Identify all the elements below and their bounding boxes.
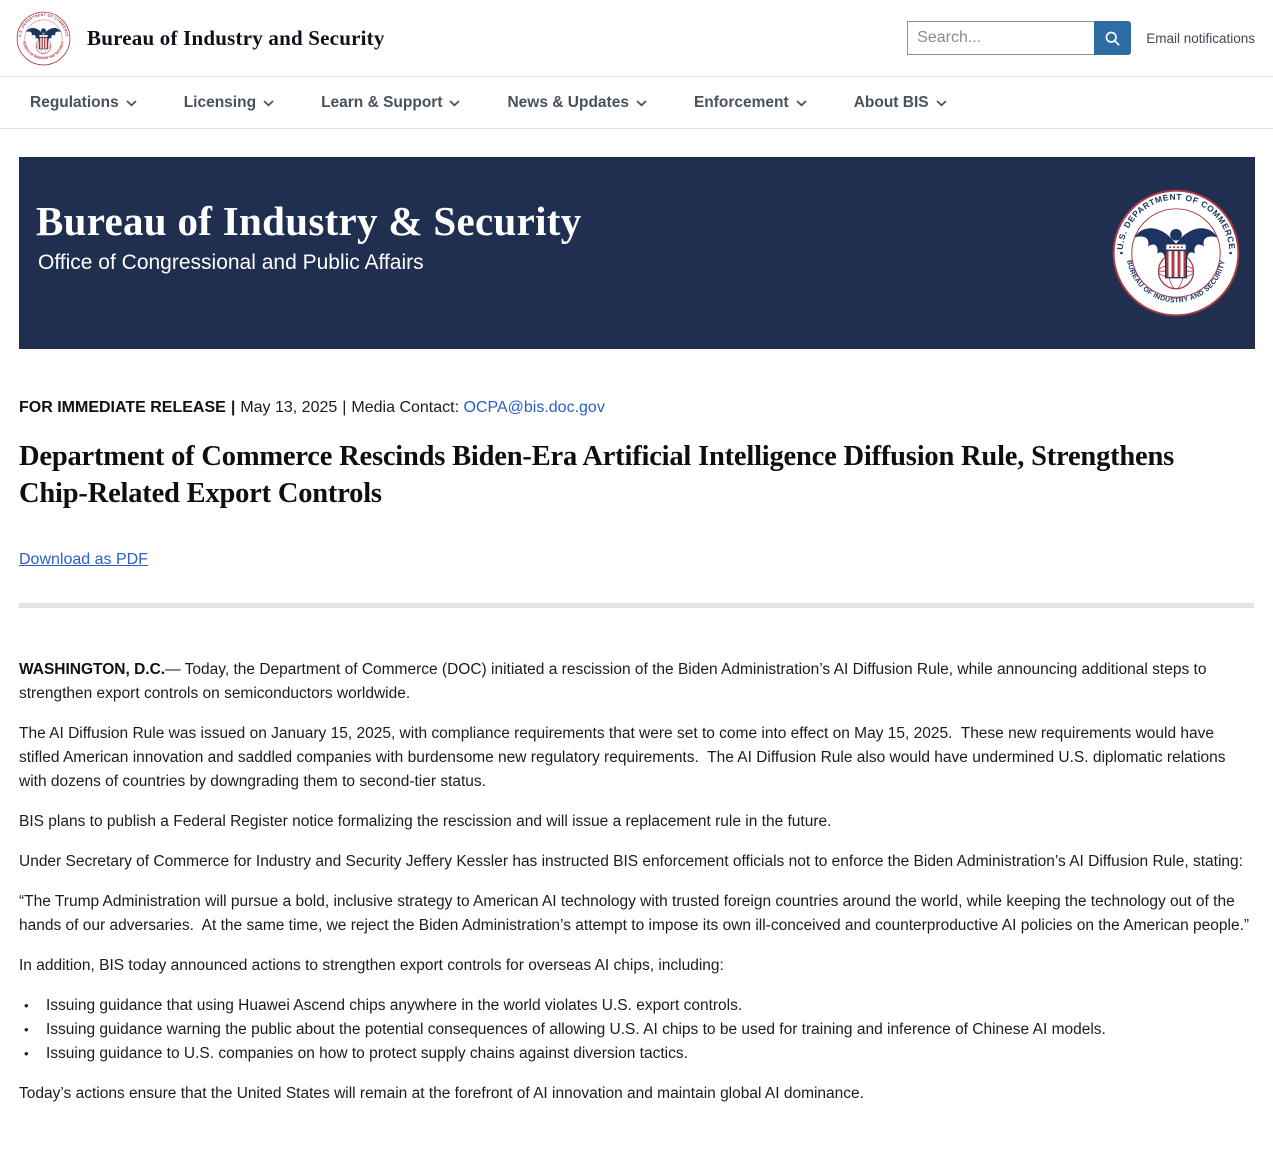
- header-utilities: [907, 21, 1255, 55]
- chevron-down-icon: [126, 100, 137, 107]
- hero-subtitle: Office of Congressional and Public Affairs: [38, 251, 424, 275]
- seal-top-text: U.S. DEPARTMENT OF COMMERCE: [17, 12, 70, 37]
- chevron-down-icon: [936, 100, 947, 107]
- nav-item-label: Enforcement: [693, 93, 789, 111]
- separator: |: [342, 399, 347, 416]
- bis-seal-icon: [1111, 188, 1241, 318]
- search-input[interactable]: [907, 21, 1094, 55]
- separator: |: [230, 399, 236, 416]
- paragraph: Under Secretary of Commerce for Industry and Security Jeffery Kessler has instructed BIS enforcement officials not to enforce the Biden Administration’s AI Diffusion Rule, stating:: [19, 853, 1243, 870]
- chevron-down-icon: [796, 100, 807, 107]
- search-bar: [907, 21, 1131, 55]
- list-item: • Issuing guidance to U.S. companies on how to protect supply chains against diversion tactics.: [19, 1042, 1254, 1066]
- chevron-down-icon: [449, 100, 460, 107]
- media-contact-label: Media Contact:: [351, 399, 460, 416]
- nav-item-label: About BIS: [853, 93, 929, 111]
- seal-top-text: U.S. DEPARTMENT OF COMMERCE: [1114, 191, 1238, 251]
- dateline: WASHINGTON, D.C.: [19, 661, 166, 678]
- media-contact-email-link[interactable]: OCPA@bis.doc.gov: [463, 399, 605, 416]
- nav-item-news-updates[interactable]: [507, 94, 646, 112]
- paragraph: In addition, BIS today announced actions to strengthen export controls for overseas AI chips, including:: [19, 957, 724, 974]
- paragraph: BIS plans to publish a Federal Register notice formalizing the rescission and will issue a replacement rule in the future.: [19, 813, 832, 830]
- download-pdf-link[interactable]: Download as PDF: [19, 551, 148, 568]
- header-branding: [16, 11, 385, 66]
- quote-paragraph: “The Trump Administration will pursue a bold, inclusive strategy to American AI technology with trusted foreign countries around the world, while keeping the technology out of the hands of our adversaries. At the same time, we reject the Biden Administration’s attempt to impose its own ill-conceived and counterproductive AI policies on the American people.”: [19, 893, 1250, 934]
- press-release-content: [0, 399, 1273, 1106]
- actions-bullet-list: [19, 994, 1254, 1066]
- nav-item-label: News & Updates: [507, 93, 629, 111]
- nav-item-label: Regulations: [30, 93, 119, 111]
- release-label: FOR IMMEDIATE RELEASE: [19, 399, 226, 416]
- chevron-down-icon: [636, 100, 647, 107]
- section-divider: [19, 603, 1254, 608]
- seal-bottom-text: BUREAU OF INDUSTRY AND SECURITY: [21, 40, 66, 60]
- nav-item-regulations[interactable]: [30, 94, 137, 112]
- site-header: [0, 0, 1273, 76]
- search-button[interactable]: [1094, 21, 1131, 55]
- chevron-down-icon: [263, 100, 274, 107]
- nav-item-learn-support[interactable]: [321, 94, 460, 112]
- hero-text: [36, 199, 582, 275]
- nav-item-about-bis[interactable]: [854, 94, 947, 112]
- primary-nav: [0, 76, 1273, 129]
- nav-item-label: Learn & Support: [321, 93, 443, 111]
- hero-title: Bureau of Industry & Security: [36, 197, 582, 244]
- list-item: • Issuing guidance warning the public about the potential consequences of allowing U.S. AI chips to be used for training and inference of Chinese AI models.: [19, 1018, 1254, 1042]
- site-title: Bureau of Industry and Security: [87, 25, 385, 50]
- seal-bottom-text: BUREAU OF INDUSTRY AND SECURITY: [1125, 259, 1227, 305]
- search-icon: [1104, 30, 1121, 47]
- bis-logo-seal-icon[interactable]: [16, 11, 71, 66]
- closing-paragraph: Today’s actions ensure that the United States will remain at the forefront of AI innovation and maintain global AI dominance.: [19, 1085, 864, 1102]
- hero-banner: [19, 157, 1255, 349]
- paragraph: The AI Diffusion Rule was issued on January 15, 2025, with compliance requirements that were set to come into effect on May 15, 2025. These new requirements would have stifled American innovation and saddled companies with burdensome new regulatory requirements. The AI Diffusion Rule also would have undermined U.S. diplomatic relations with dozens of countries by downgrading them to second-tier status.: [19, 725, 1226, 790]
- article-body: [19, 658, 1254, 1106]
- nav-item-label: Licensing: [183, 93, 257, 111]
- list-item: • Issuing guidance that using Huawei Ascend chips anywhere in the world violates U.S. export controls.: [19, 994, 1254, 1018]
- nav-item-licensing[interactable]: [184, 94, 274, 112]
- paragraph-text: — Today, the Department of Commerce (DOC) initiated a rescission of the Biden Administration’s AI Diffusion Rule, while announcing additional steps to strengthen export controls on semiconductors worldwide.: [19, 661, 1207, 702]
- paragraph-dateline: [19, 658, 1254, 706]
- release-date: May 13, 2025: [240, 399, 338, 416]
- press-release-headline: Department of Commerce Rescinds Biden-Era Artificial Intelligence Diffusion Rule, Strengthens Chip-Related Export Controls: [19, 441, 1175, 509]
- nav-item-enforcement[interactable]: [694, 94, 807, 112]
- email-notifications-link[interactable]: Email notifications: [1146, 30, 1255, 46]
- release-meta-line: [19, 399, 1254, 417]
